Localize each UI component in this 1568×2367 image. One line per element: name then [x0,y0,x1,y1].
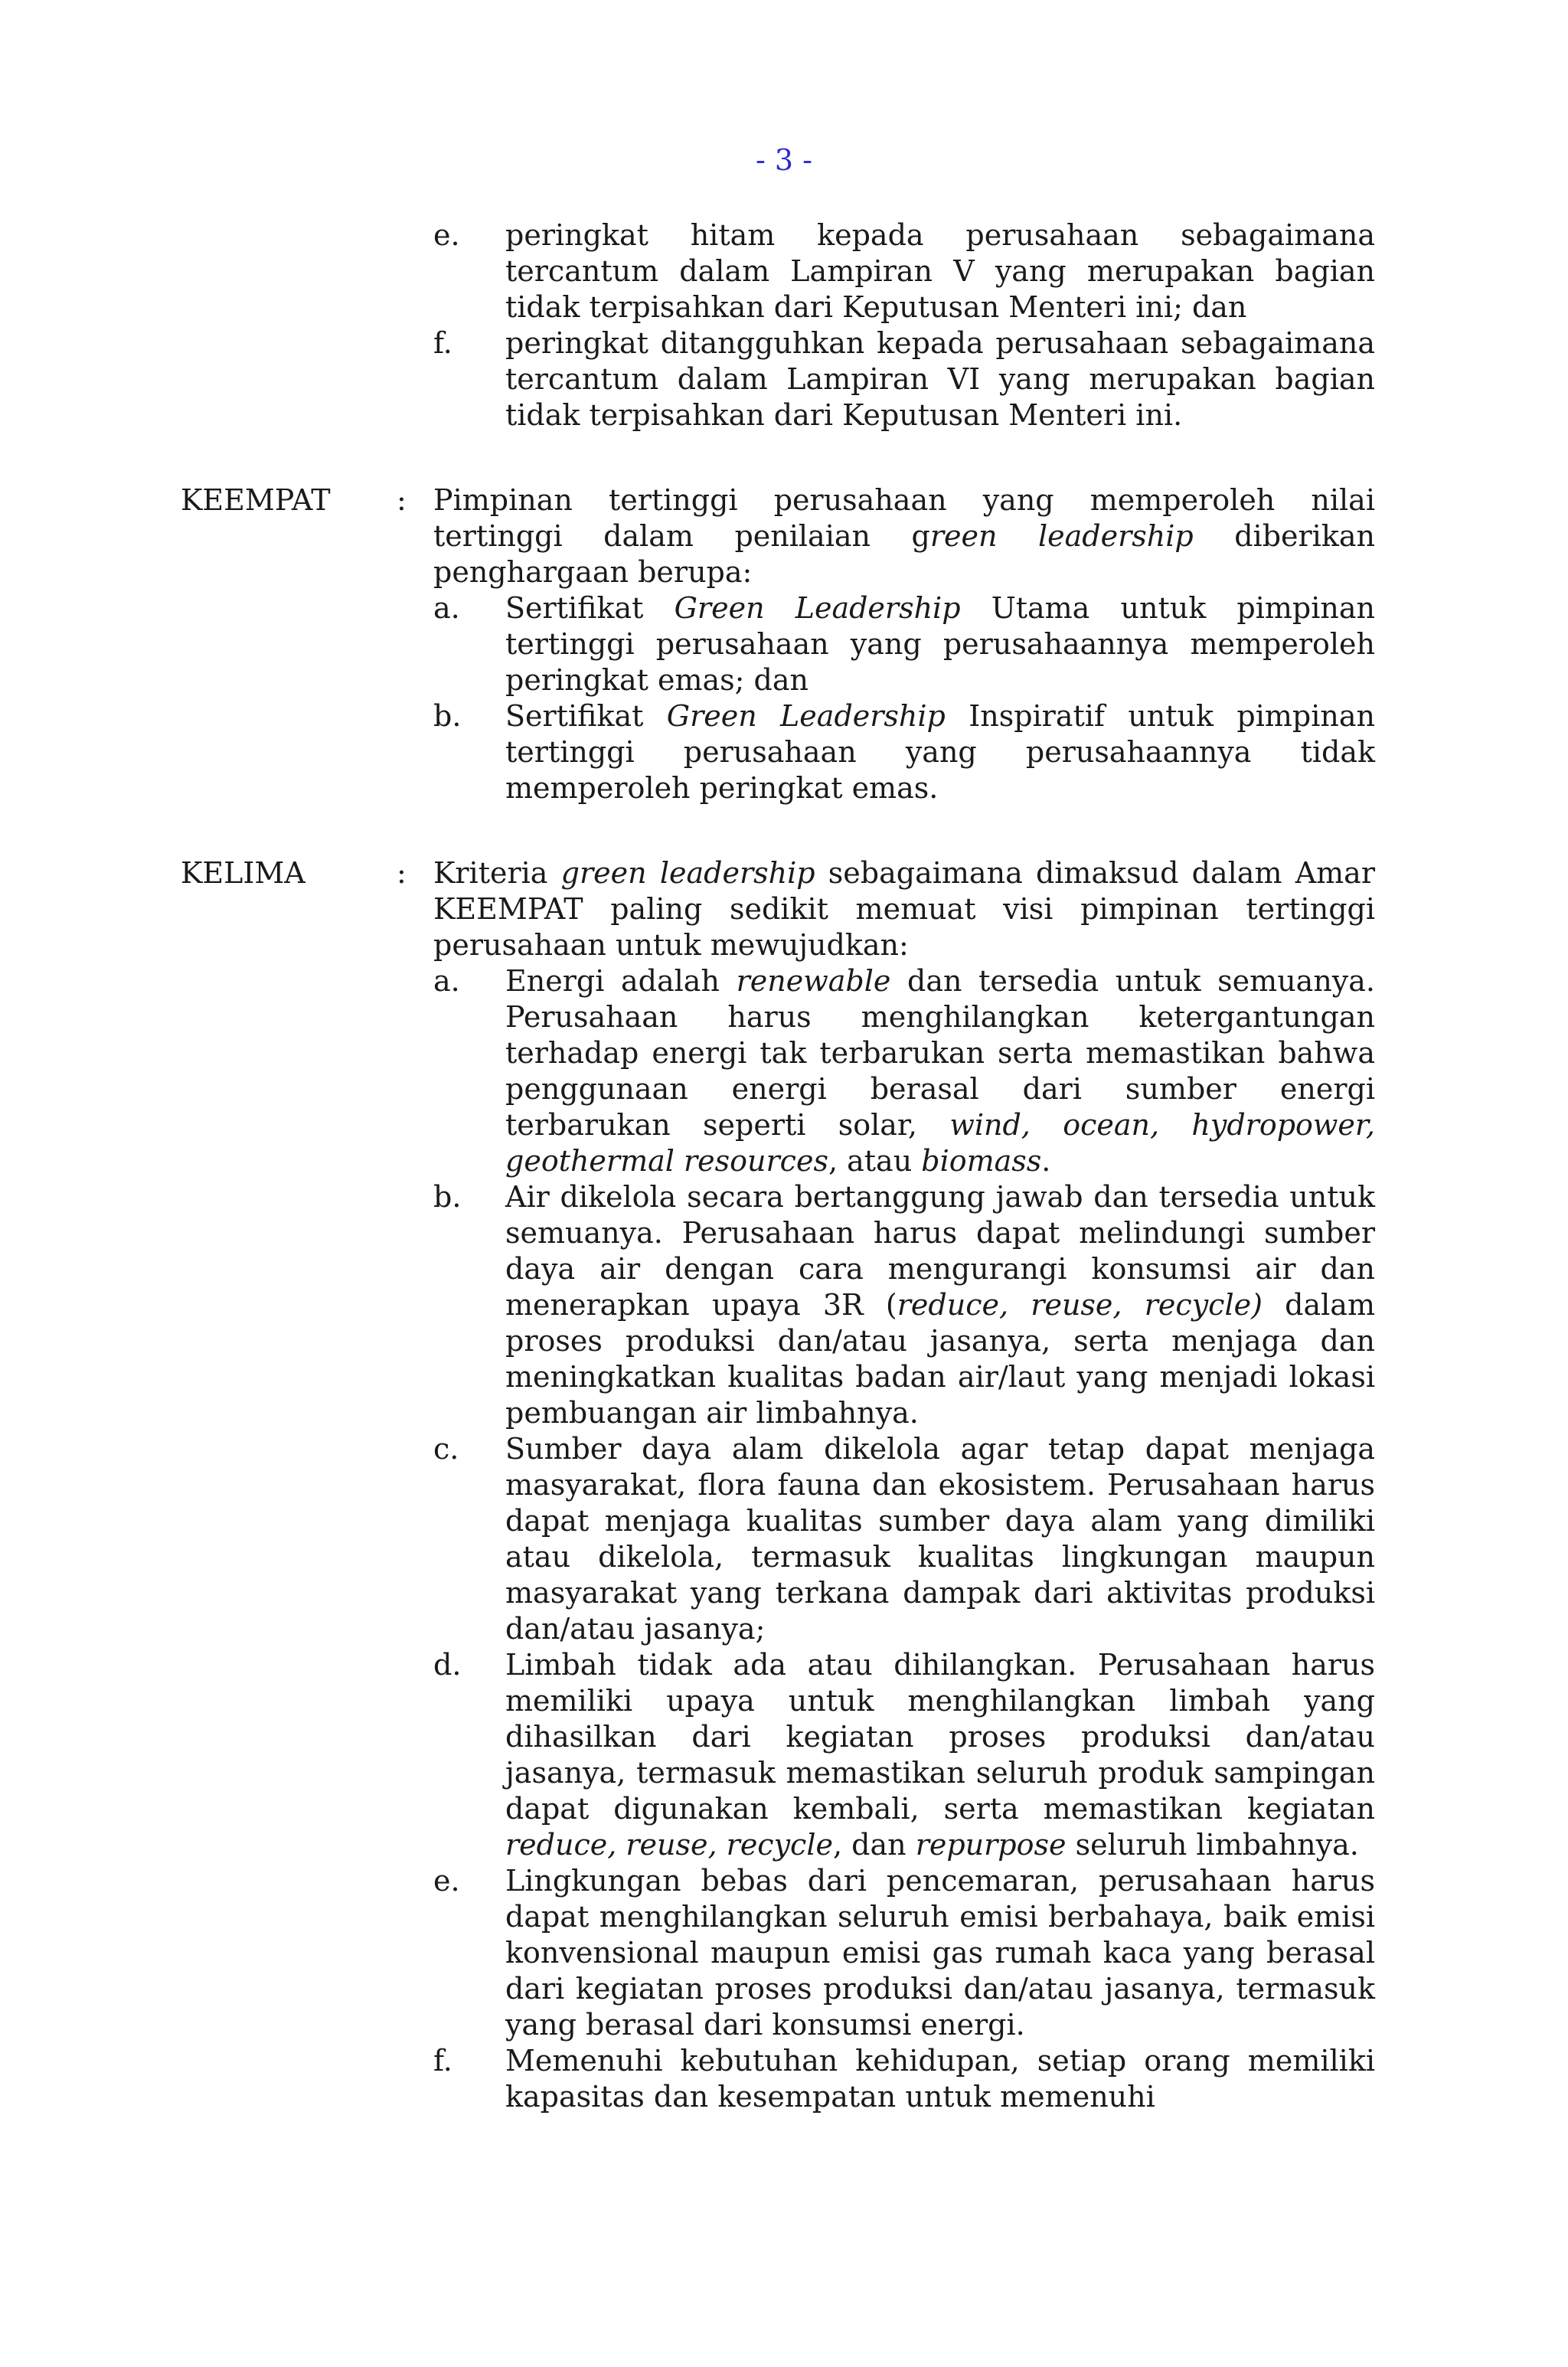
list-item-text [505,698,1375,806]
text-segment: sebagaimana dimaksud dalam Amar KEEMPAT paling sedikit memuat visi pimpinan tertinggi perusahaan untuk mewujudkan: [433,856,1375,962]
section-label: KELIMA [181,856,305,890]
list-item [433,1647,1375,1863]
list-marker: a. [433,964,460,998]
italic-text: wind, ocean, hydropower, geothermal resources [505,1108,1375,1178]
text-segment: , dan [832,1828,916,1862]
continuation-list [433,217,1375,433]
italic-text: Green Leadership [666,699,946,733]
page-number: - 3 - [755,143,812,177]
list-item-text [505,1863,1375,2043]
list-marker: b. [433,1180,462,1214]
list-item [433,698,1375,806]
list-marker: b. [433,699,462,733]
list-item-text [505,590,1375,698]
section-gap [0,806,1568,855]
italic-text: Green Leadership [674,591,961,625]
text-segment: . [1041,1144,1051,1178]
list-item-text [505,1647,1375,1863]
list-item-text [505,1179,1375,1431]
text-segment: seluruh limbahnya. [1066,1828,1359,1862]
section-kelima [0,855,1568,2115]
section-colon: : [397,856,407,890]
section-list [433,963,1375,2115]
list-item-text [505,217,1375,325]
text-segment: Sertifikat [505,699,667,733]
text-segment: Memenuhi kebutuhan kehidupan, setiap orang memiliki kapasitas dan kesempatan untuk memenuhi [505,2044,1375,2114]
text-segment: Lingkungan bebas dari pencemaran, perusahaan harus dapat menghilangkan seluruh emisi berbahaya, baik emisi konvensional maupun emisi gas rumah kaca yang berasal dari kegiatan proses produksi dan/atau jasanya, termasuk yang berasal dari konsumsi energi. [505,1864,1375,2042]
text-segment: Pimpinan tertinggi perusahaan yang memperoleh nilai tertinggi dalam penilaian g [433,483,1375,553]
text-segment: Inspiratif untuk pimpinan tertinggi perusahaan yang perusahaannya tidak memperoleh peringkat emas. [505,699,1375,805]
list-item [433,1431,1375,1647]
italic-text: green leadership [560,856,815,890]
list-item [433,963,1375,1179]
section-intro [433,482,1375,590]
text-segment: , atau [828,1144,922,1178]
list-marker: f. [433,2044,452,2078]
text-segment: Sertifikat [505,591,675,625]
text-segment: diberikan penghargaan berupa: [433,519,1375,589]
italic-text: reduce, reuse, recycle [505,1828,833,1862]
section-label: KEEMPAT [181,483,331,517]
list-marker: e. [433,1864,460,1898]
continuation-block [0,217,1568,433]
text-segment: Limbah tidak ada atau dihilangkan. Perusahaan harus memiliki upaya untuk menghilangkan limbah yang dihasilkan dari kegiatan proses produksi dan/atau jasanya, termasuk memastikan seluruh produk sampingan dapat digunakan kembali, serta memastikan kegiatan [505,1648,1375,1826]
italic-text: reen leadership [929,519,1194,553]
list-marker: f. [433,326,452,360]
section-colon: : [397,483,407,517]
list-marker: c. [433,1432,459,1466]
list-marker: e. [433,218,460,252]
text-segment: Sumber daya alam dikelola agar tetap dapat menjaga masyarakat, flora fauna dan ekosistem. Perusahaan harus dapat menjaga kualitas sumber daya alam yang dimiliki atau dikelola, termasuk kualitas lingkungan maupun masyarakat yang terkana dampak dari aktivitas produksi dan/atau jasanya; [505,1432,1375,1646]
text-segment: Energi adalah [505,964,737,998]
italic-text: repurpose [915,1828,1067,1862]
list-item-text [505,1431,1375,1647]
text-segment: peringkat ditangguhkan kepada perusahaan sebagaimana tercantum dalam Lampiran VI yang merupakan bagian tidak terpisahkan dari Keputusan Menteri ini. [505,326,1375,432]
section-intro [433,855,1375,963]
list-item [433,217,1375,325]
section-keempat [0,482,1568,806]
section-gap [0,433,1568,482]
text-segment: Utama untuk pimpinan tertinggi perusahaan yang perusahaannya memperoleh peringkat emas; dan [505,591,1375,697]
list-marker: a. [433,591,460,625]
text-segment: Kriteria [433,856,561,890]
italic-text: reduce, reuse, recycle) [897,1288,1263,1322]
list-item [433,1863,1375,2043]
list-item-text [505,325,1375,433]
text-segment: Air dikelola secara bertanggung jawab dan tersedia untuk semuanya. Perusahaan harus dapat melindungi sumber daya air dengan cara mengurangi konsumsi air dan menerapkan upaya 3R ( [505,1180,1375,1322]
list-item [433,590,1375,698]
list-item [433,325,1375,433]
text-segment: peringkat hitam kepada perusahaan sebagaimana tercantum dalam Lampiran V yang merupakan bagian tidak terpisahkan dari Keputusan Menteri ini; dan [505,218,1375,324]
italic-text: biomass [921,1144,1042,1178]
section-list [433,590,1375,806]
italic-text: renewable [736,964,891,998]
document-body [0,217,1568,2115]
list-item-text [505,2043,1375,2115]
text-segment: dalam proses produksi dan/atau jasanya, serta menjaga dan meningkatkan kualitas badan air/laut yang menjadi lokasi pembuangan air limbahnya. [505,1288,1376,1430]
list-item [433,2043,1375,2115]
list-item [433,1179,1375,1431]
list-item-text [505,963,1375,1179]
list-marker: d. [433,1648,462,1682]
text-segment: dan tersedia untuk semuanya. Perusahaan harus menghilangkan ketergantungan terhadap energi tak terbarukan serta memastikan bahwa penggunaan energi berasal dari sumber energi terbarukan seperti solar, [505,964,1375,1142]
